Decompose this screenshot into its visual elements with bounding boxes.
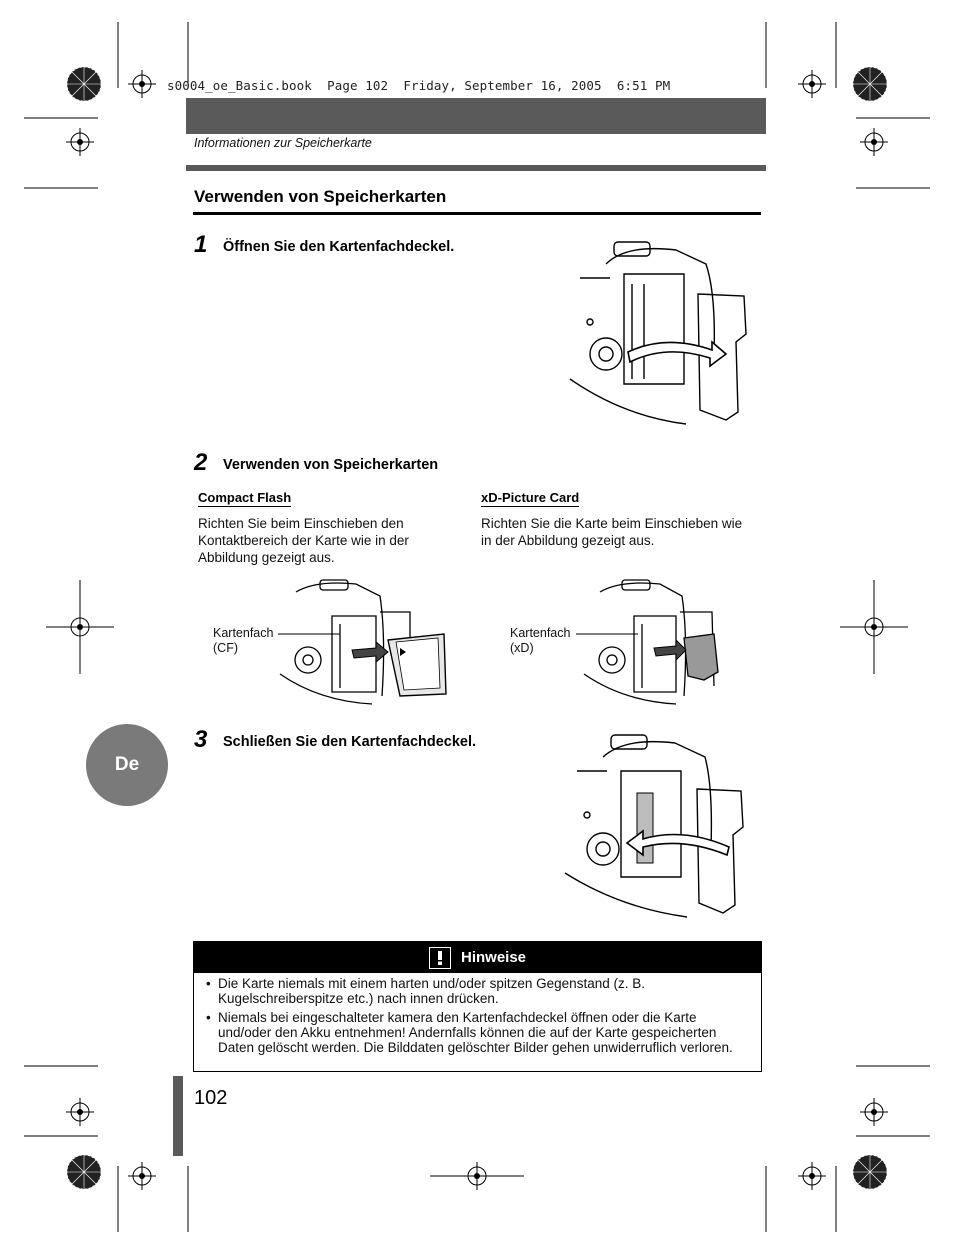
cf-slot-callout xyxy=(213,626,273,656)
compact-flash-text: Richten Sie beim Einschieben den Kontaktbereich der Karte wie in der Abbildung gezeigt aus. xyxy=(198,516,409,565)
page-side-bar xyxy=(173,1076,183,1156)
step-3-number: 3 xyxy=(194,726,208,753)
step-3-text: Schließen Sie den Kartenfachdeckel. xyxy=(223,734,477,750)
xd-callout-line1: Kartenfach xyxy=(510,626,571,640)
camera-open-cover-illustration xyxy=(566,234,756,428)
cf-callout-line1: Kartenfach xyxy=(213,626,274,640)
heading-rule xyxy=(193,212,761,215)
cf-callout-line2: (CF) xyxy=(213,641,238,655)
camera-close-cover-illustration xyxy=(563,727,753,921)
step-2-text: Verwenden von Speicherkarten xyxy=(223,457,439,473)
notes-title: Hinweise xyxy=(460,949,527,966)
list-item: • Niemals bei eingeschalteter kamera den Kartenfachdeckel öffnen oder die Karte und/oder den Akku entnehmen! Andernfalls können die auf der Karte gespeicherten Daten gelöscht werden. Die Bilddaten gelöschter Bilder gehen unwiderruflich verloren. xyxy=(204,1010,749,1055)
xd-card-title: xD-Picture Card xyxy=(481,490,580,505)
notes-list xyxy=(204,976,749,1059)
list-item: • Die Karte niemals mit einem harten und/oder spitzen Gegenstand (z. B. Kugelschreiberspitze etc.) nach innen drücken. xyxy=(204,976,749,1006)
step-1-number: 1 xyxy=(194,231,208,258)
notes-box xyxy=(193,941,762,1072)
step-1-text: Öffnen Sie den Kartenfachdeckel. xyxy=(223,239,455,255)
xd-slot-callout xyxy=(510,626,570,656)
notes-header xyxy=(194,942,761,973)
page-heading: Verwenden von Speicherkarten xyxy=(194,187,447,206)
xd-callout-line2: (xD) xyxy=(510,641,534,655)
page-number: 102 xyxy=(194,1087,228,1109)
compact-flash-title: Compact Flash xyxy=(198,490,292,505)
xd-card-illustration xyxy=(576,576,736,706)
language-tab: De xyxy=(86,724,168,806)
step-2-number: 2 xyxy=(194,449,208,476)
header-bar xyxy=(186,98,766,134)
cf-card-illustration xyxy=(276,576,452,706)
xd-card-text: Richten Sie die Karte beim Einschieben wie in der Abbildung gezeigt aus. xyxy=(481,516,743,548)
exclamation-icon xyxy=(429,947,451,969)
print-header: s0004_oe_Basic.book Page 102 Friday, September 16, 2005 6:51 PM xyxy=(167,78,671,93)
header-divider-bar xyxy=(186,165,766,171)
section-label: Informationen zur Speicherkarte xyxy=(194,136,372,150)
